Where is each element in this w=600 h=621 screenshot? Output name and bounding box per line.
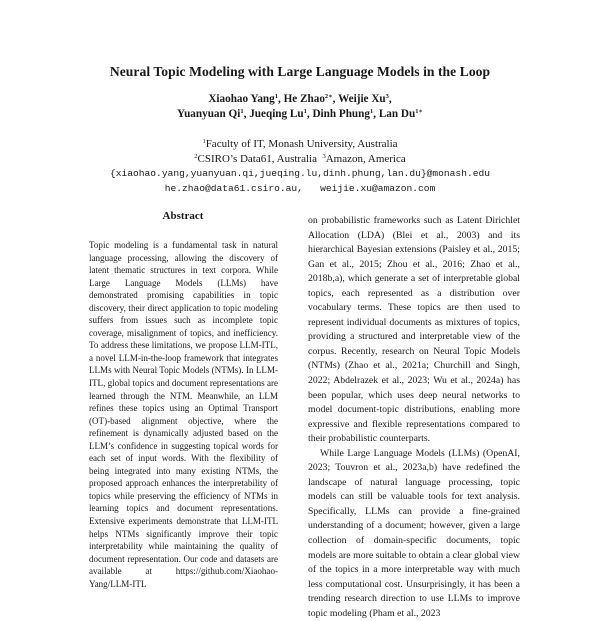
email-block <box>0 166 600 196</box>
author-name: Lan Du <box>378 108 416 120</box>
paper-title: Neural Topic Modeling with Large Language Models in the Loop <box>109 64 491 79</box>
author-line-1: Xiaohao Yang$^1$, He Zhao$^{2∗}$, Weijie Xu$^3$, <box>208 93 392 105</box>
author-mark: 2∗ <box>324 93 333 100</box>
affiliation-text: Faculty of IT, Monash University, Australia <box>205 138 398 150</box>
author-name: He Zhao <box>283 93 325 105</box>
author-name: Dinh Phung <box>312 108 370 120</box>
affiliation-mark: 2 <box>194 153 198 160</box>
affiliation-mark: 1 <box>202 138 206 145</box>
affiliation-line-1 <box>0 137 600 152</box>
author-line-2: Yuanyuan Qi$^1$, Jueqing Lu$^1$, Dinh Phung$^1$, Lan $Du^{1∗}$ <box>177 108 423 120</box>
author-name: Weijie Xu <box>338 93 386 105</box>
affiliation-text: CSIRO’s Data61, Australia <box>197 153 317 165</box>
body-paragraph: While Large Language Models (LLMs) (OpenAI, 2023; Touvron et al., 2023a,b) have redefined the landscape of natural language processing, topic models can still be valuable tools for text analysis. Specifically, LLMs can provide a fine-grained understanding of a document; however, given a large collection of domain-specific documents, topic models are more suitable to obtain a clear global view of the topics in a more interpretable way with much less computational cost. Unsurprisingly, it has been a trending research direction to use LLMs to improve topic modeling (Pham et al., 2023 <box>308 447 520 619</box>
affiliation-mark: 3 <box>322 153 326 160</box>
author-mark: 1 <box>303 108 307 115</box>
author-mark: 1 <box>369 108 374 115</box>
affiliation-line-2 <box>0 152 600 167</box>
affiliations <box>0 137 600 167</box>
author-name: Xiaohao Yang <box>208 93 275 105</box>
author-mark: 3 <box>385 93 389 100</box>
abstract-text: Topic modeling is a fundamental task in natural language processing, allowing the discovery of latent thematic structures in text corpora. While Large Language Models (LLMs) have demonstrated promising capabilities in topic discovery, their direct application to topic modeling suffers from issues such as incomplete topic coverage, misalignment of topics, and inefficiency. To address these limitations, we propose LLM-ITL, a novel LLM-in-the-loop framework that integrates LLMs with Neural Topic Models (NTMs). In LLM-ITL, global topics and document representations are learned through the NTM. Meanwhile, an LLM refines these topics using an Optimal Transport (OT)-based alignment objective, where the refinement is dynamically adjusted based on the LLM’s confidence in suggesting topical words for each set of input words. With the flexibility of being integrated into many existing NTMs, the proposed approach enhances the interpretability of topics while preserving the efficiency of NTMs in learning topics and document representations. Extensive experiments demonstrate that LLM-ITL helps NTMs significantly improve their topic interpretability while maintaining the quality of document representation. Our code and datasets are available at https://github.com/Xiaohao-Yang/LLM-ITL <box>89 240 278 589</box>
author-list <box>0 92 600 122</box>
author-mark: 1 <box>240 108 244 115</box>
author-mark: 1 <box>274 93 278 100</box>
body-paragraph: on probabilistic frameworks such as Latent Dirichlet Allocation (LDA) (Blei et al., 2003) and its hierarchical Bayesian extensions (Paisley et al., 2015; Gan et al., 2015; Zhou et al., 2016; Zhao et al., 2018b,a), which generate a set of interpretable global topics, each represented as a distribution over vocabulary terms. These topics are then used to represent individual documents as mixtures of topics, providing a structured and interpretable view of the corpus. Recently, research on Neural Topic Models (NTMs) (Zhao et al., 2021a; Churchill and Singh, 2022; Abdelrazek et al., 2023; Wu et al., 2024a) has been popular, which uses deep neural networks to model document-topic distributions, enabling more expressive and flexible representations compared to their probabilistic counterparts. <box>308 215 520 445</box>
introduction-column <box>308 214 520 621</box>
email-line-1: {xiaohao.yang,yuanyuan.qi,jueqing.lu,dinh.phung,lan.du}@monash.edu <box>110 168 490 179</box>
affiliation-text: Amazon, America <box>325 153 406 165</box>
author-name: Yuanyuan Qi <box>177 108 241 120</box>
email-line-2: he.zhao@data61.csiro.au, weijie.xu@amazon.com <box>164 183 436 194</box>
author-mark: 1∗ <box>415 108 423 115</box>
author-name: Jueqing Lu <box>249 108 304 120</box>
abstract-heading: Abstract <box>162 210 204 222</box>
